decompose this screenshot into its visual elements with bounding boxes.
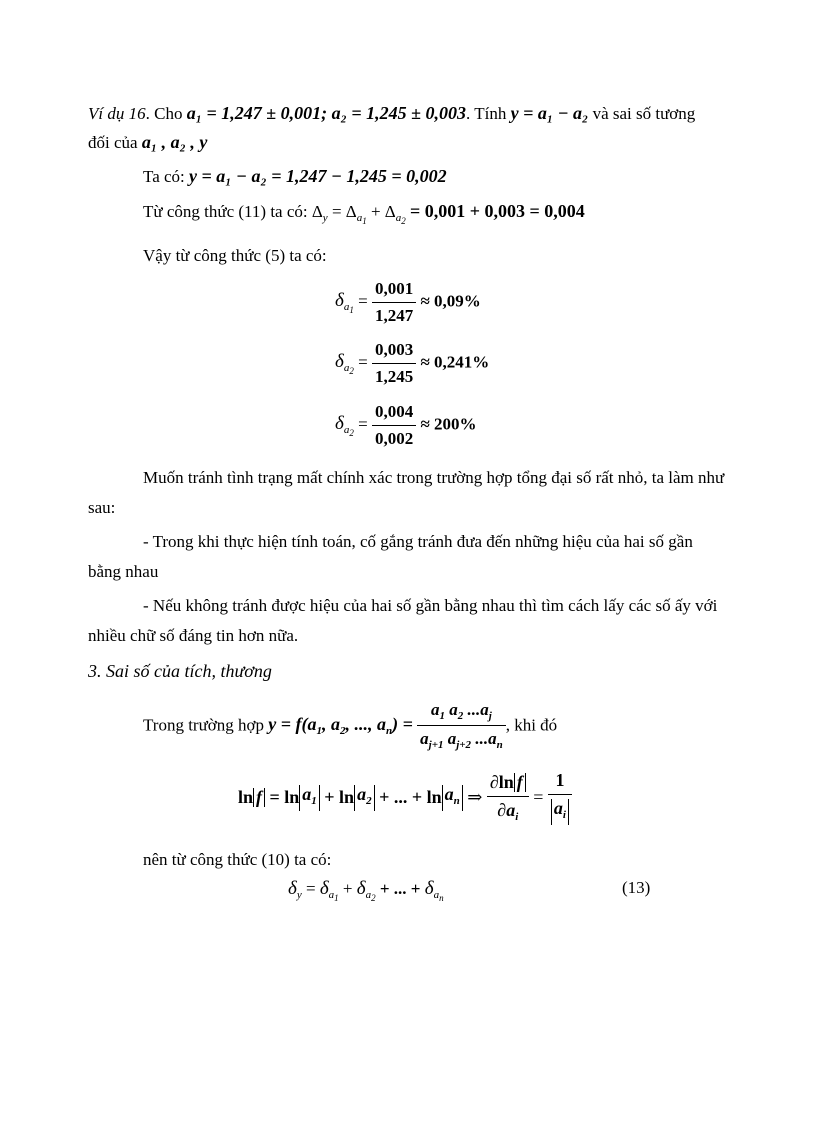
- y-calc: y = a₁ − a₂ = 1,247 − 1,245 = 0,002: [189, 166, 447, 186]
- tu-cong-thuc-11-text: Từ công thức (11) ta có:: [143, 202, 312, 221]
- line2-vars: a₁ , a₂ , y: [141, 132, 208, 152]
- rel-error-y: $\delta_{a_2}$ = $\frac{0,004}{0,002}$ ≈ 200%: [335, 402, 477, 448]
- product-definition-line: [143, 700, 557, 751]
- tinh-text: . Tính: [466, 104, 511, 123]
- y-expression: y = a₁ − a₂: [510, 103, 589, 123]
- log-equation: $\ln f = \ln a_1 + \ln a_2$ + ... + $\ln a_n$ ⇒ $\frac{\text{∂ln f}}{\partial a_i}$ = $\frac{1}{a_i}$: [238, 770, 572, 825]
- paragraph-2-line-2: bằng nhau: [88, 562, 159, 581]
- rel-error-a2: $\delta_{a_2}$ = $\frac{0,003}{1,245}$ ≈ 0,241%: [335, 340, 490, 386]
- product-fraction: $\frac{a_1 a_2 ...a_j}{a_{j+1} a_{j+2} ...a_n}$: [417, 700, 506, 751]
- given-values: a₁ = 1,247 ± 0,001; a₂ = 1,245 ± 0,003: [186, 103, 467, 123]
- paragraph-2-line-1: - Trong khi thực hiện tính toán, cố gắng tránh đưa đến những hiệu của hai số gần: [143, 532, 693, 551]
- example-label: Ví dụ 16: [88, 104, 146, 123]
- inverse-fraction: $\frac{1}{a_i}$: [548, 770, 572, 825]
- equation-number: (13): [622, 878, 651, 897]
- example-tail: và sai số tương: [588, 104, 696, 123]
- section-heading: 3. Sai số của tích, thương: [88, 661, 272, 681]
- delta-symbols: $\Delta_y = \Delta_{a_1} + \Delta_{a_2}$: [311, 202, 406, 226]
- rel-error-result: ≈ 200%: [420, 414, 477, 434]
- paragraph-1-line-1: Muốn tránh tình trạng mất chính xác trong trường hợp tổng đại số rất nhỏ, ta làm như: [143, 468, 725, 487]
- partial-derivative-fraction: $\frac{\text{∂ln f}}{\partial a_i}$: [487, 772, 529, 823]
- paragraph-3-line-2: nhiều chữ số đáng tin hơn nữa.: [88, 626, 299, 645]
- rel-error-result: ≈ 0,241%: [420, 352, 490, 372]
- vay-tu-line: Vậy từ công thức (5) ta có:: [143, 246, 327, 265]
- line2-text: đối của: [88, 133, 142, 152]
- paragraph-1-line-2: sau:: [88, 498, 116, 517]
- relative-error-sum: $\delta_y = \delta_{a_1} + \delta_{a_2}$ + ... + $\delta_{a_n}$: [288, 878, 444, 903]
- khi-do-text: , khi đó: [505, 715, 558, 735]
- paragraph-3-line-1: - Nếu không tránh được hiệu của hai số gần bằng nhau thì tìm cách lấy các số ấy với: [143, 596, 718, 615]
- example-line-2: [88, 132, 207, 153]
- delta-symbol: $\delta_{a_2}$: [335, 351, 354, 377]
- cho-text: . Cho: [145, 104, 187, 123]
- delta-symbol: $\delta_{a_2}$: [335, 413, 354, 439]
- delta-symbol: $\delta_{a_1}$: [335, 290, 354, 316]
- example-line-1: [88, 103, 695, 124]
- fraction: $\frac{0,004}{0,002}$: [372, 402, 416, 449]
- ta-co-text: Ta có:: [143, 167, 190, 186]
- fraction: $\frac{0,003}{1,245}$: [372, 340, 416, 387]
- y-calc-line: [143, 166, 447, 187]
- rel-error-a1: $\delta_{a_1}$ = $\frac{0,001}{1,247}$ ≈ 0,09%: [335, 279, 481, 325]
- delta-calc: = 0,001 + 0,003 = 0,004: [410, 201, 585, 221]
- rel-error-result: ≈ 0,09%: [420, 291, 481, 311]
- fraction: $\frac{0,001}{1,247}$: [372, 279, 416, 326]
- delta-line: [143, 201, 585, 226]
- nen-tu-line: nên từ công thức (10) ta có:: [143, 850, 332, 869]
- trong-truong-hop-text: Trong trường hợp: [143, 715, 269, 735]
- f-definition: $y = f(a_1$, $a_2$, ..., $a_n$) =: [268, 714, 413, 737]
